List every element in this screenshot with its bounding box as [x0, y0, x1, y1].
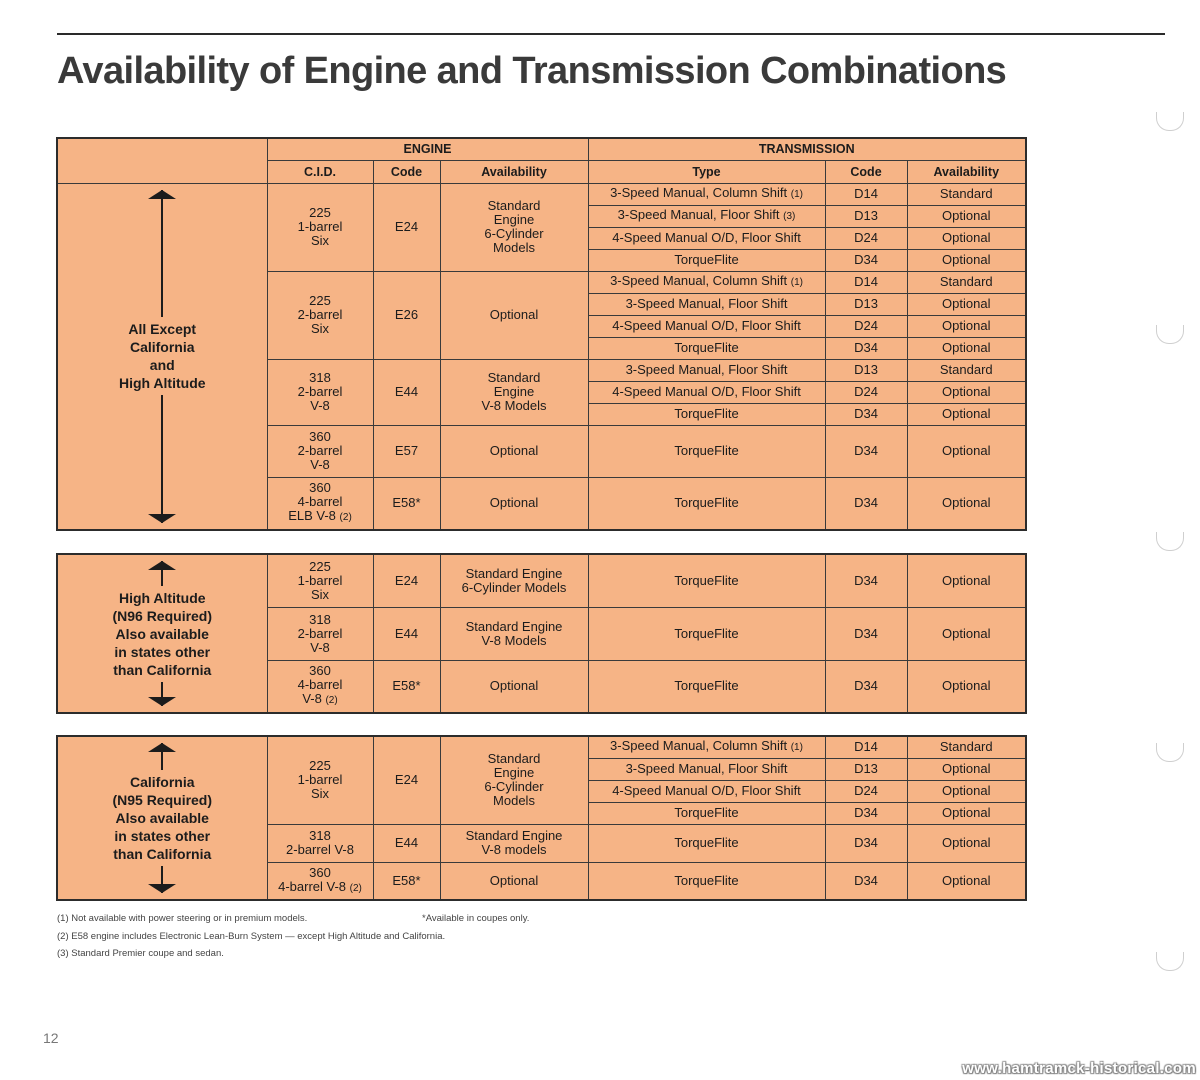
- transmission-availability: Optional: [907, 477, 1026, 530]
- transmission-code: D34: [825, 607, 907, 660]
- engine-code: E26: [373, 271, 440, 359]
- top-rule: [57, 33, 1165, 35]
- transmission-type-text: TorqueFlite: [674, 625, 739, 641]
- trans-code-header: Code: [825, 160, 907, 183]
- engine-cid: [267, 271, 373, 359]
- transmission-type-text: 3-Speed Manual, Column Shift: [610, 273, 788, 288]
- transmission-type: [588, 607, 825, 660]
- footnote-3: (3) Standard Premier coupe and sedan.: [57, 948, 224, 959]
- transmission-type-text: TorqueFlite: [674, 495, 739, 511]
- transmission-type: [588, 381, 825, 403]
- transmission-type-text: TorqueFlite: [674, 443, 739, 458]
- transmission-code: D34: [825, 554, 907, 607]
- transmission-type-text: 3-Speed Manual, Column Shift: [610, 738, 788, 754]
- transmission-type: [588, 337, 825, 359]
- transmission-availability: Standard: [907, 271, 1026, 293]
- binder-hole-icon: [1156, 952, 1184, 971]
- engine-header: ENGINE: [267, 138, 588, 160]
- transmission-type-text: TorqueFlite: [674, 872, 739, 888]
- engine-cid-text: 360 4-barrel ELB V-8: [288, 480, 343, 524]
- transmission-availability: Optional: [907, 607, 1026, 660]
- transmission-type: [588, 403, 825, 425]
- engine-cid: [267, 359, 373, 425]
- transmission-header: TRANSMISSION: [588, 138, 1026, 160]
- footnotes: [57, 910, 445, 963]
- transmission-code: D24: [825, 381, 907, 403]
- transmission-code: D13: [825, 205, 907, 227]
- engine-cid: [267, 554, 373, 607]
- availability-header: Availability: [440, 160, 588, 183]
- transmission-code: D13: [825, 758, 907, 780]
- transmission-availability: Optional: [907, 802, 1026, 824]
- transmission-code: D24: [825, 780, 907, 802]
- engine-availability: Optional: [440, 425, 588, 477]
- transmission-code: D14: [825, 183, 907, 205]
- transmission-type-text: 3-Speed Manual, Floor Shift: [625, 761, 788, 776]
- engine-cid: [267, 862, 373, 900]
- transmission-code: D34: [825, 862, 907, 900]
- binder-hole-icon: [1156, 112, 1184, 131]
- group-label-cell: [57, 183, 267, 530]
- table-row: [57, 554, 1026, 607]
- engine-cid: [267, 425, 373, 477]
- transmission-type: [588, 359, 825, 381]
- transmission-type: [588, 205, 825, 227]
- transmission-type: [588, 758, 825, 780]
- footnote-marker: (1): [790, 277, 803, 288]
- transmission-type: [588, 824, 825, 862]
- transmission-availability: Optional: [907, 862, 1026, 900]
- footnote-marker: (2): [349, 882, 362, 894]
- transmission-availability: Optional: [907, 337, 1026, 359]
- transmission-code: D34: [825, 403, 907, 425]
- engine-code: E58*: [373, 660, 440, 713]
- engine-cid: [267, 607, 373, 660]
- engine-cid: [267, 660, 373, 713]
- engine-code: E44: [373, 824, 440, 862]
- transmission-type: [588, 249, 825, 271]
- transmission-availability: Optional: [907, 293, 1026, 315]
- engine-availability: Standard Engine 6-Cylinder Models: [440, 183, 588, 271]
- transmission-type: [588, 425, 825, 477]
- transmission-availability: Optional: [907, 403, 1026, 425]
- transmission-type: [588, 780, 825, 802]
- transmission-type-text: TorqueFlite: [674, 406, 739, 421]
- transmission-type-text: TorqueFlite: [674, 572, 739, 588]
- engine-code: E58*: [373, 477, 440, 530]
- binder-hole-icon: [1156, 743, 1184, 762]
- engine-cid: [267, 183, 373, 271]
- transmission-type: [588, 660, 825, 713]
- transmission-code: D34: [825, 477, 907, 530]
- engine-cid-text: 360 4-barrel V-8: [297, 663, 343, 707]
- transmission-code: D34: [825, 249, 907, 271]
- page-title: Availability of Engine and Transmission Combinations: [57, 50, 1007, 92]
- binder-hole-icon: [1156, 325, 1184, 344]
- transmission-availability: Optional: [907, 824, 1026, 862]
- table-row: [57, 183, 1026, 205]
- transmission-availability: Optional: [907, 381, 1026, 403]
- transmission-availability: Optional: [907, 315, 1026, 337]
- transmission-type-text: TorqueFlite: [674, 678, 739, 694]
- engine-cid-text: 225 1-barrel Six: [297, 205, 343, 248]
- page-number: 12: [43, 1030, 59, 1046]
- engine-code: E24: [373, 183, 440, 271]
- footnote-marker: (3): [783, 211, 796, 222]
- transmission-type: [588, 227, 825, 249]
- engine-cid-text: 225 1-barrel Six: [297, 558, 343, 602]
- trans-availability-header: Availability: [907, 160, 1026, 183]
- engine-cid-text: 318 2-barrel V-8: [286, 828, 354, 857]
- engine-cid: [267, 477, 373, 530]
- engine-cid: [267, 824, 373, 862]
- transmission-type-text: 4-Speed Manual O/D, Floor Shift: [612, 318, 801, 333]
- transmission-type-text: 3-Speed Manual, Floor Shift: [625, 296, 788, 311]
- transmission-type-text: 4-Speed Manual O/D, Floor Shift: [612, 230, 801, 245]
- engine-cid-text: 318 2-barrel V-8: [297, 611, 343, 655]
- group-label: All Except California and High Altitude: [113, 317, 212, 395]
- transmission-type: [588, 736, 825, 758]
- group-label: California (N95 Required) Also available in states other than California: [106, 770, 218, 866]
- transmission-code: D24: [825, 227, 907, 249]
- engine-cid-text: 225 1-barrel Six: [297, 758, 343, 802]
- transmission-type-text: TorqueFlite: [674, 252, 739, 267]
- transmission-type-text: TorqueFlite: [674, 340, 739, 355]
- watermark: www.hamtramck-historical.com: [962, 1060, 1196, 1077]
- footnote-marker: (2): [325, 695, 338, 707]
- transmission-code: D34: [825, 425, 907, 477]
- transmission-code: D13: [825, 359, 907, 381]
- transmission-type-text: TorqueFlite: [674, 835, 739, 850]
- transmission-availability: Optional: [907, 660, 1026, 713]
- engine-cid-text: 360 2-barrel V-8: [297, 429, 343, 472]
- combinations-table-all-except: [56, 137, 1027, 531]
- engine-availability: Standard Engine V-8 Models: [440, 359, 588, 425]
- group-label: High Altitude (N96 Required) Also available in states other than California: [106, 586, 218, 682]
- transmission-type-text: 3-Speed Manual, Floor Shift: [625, 362, 788, 377]
- transmission-type: [588, 862, 825, 900]
- footnote-1: (1) Not available with power steering or in premium models.: [57, 913, 308, 924]
- group-label-cell: [57, 554, 267, 713]
- engine-code: E24: [373, 736, 440, 824]
- transmission-code: D34: [825, 337, 907, 359]
- transmission-availability: Optional: [907, 780, 1026, 802]
- transmission-type: [588, 183, 825, 205]
- engine-availability: Optional: [440, 271, 588, 359]
- transmission-availability: Optional: [907, 758, 1026, 780]
- transmission-type: [588, 293, 825, 315]
- combinations-table-high-altitude: [56, 553, 1027, 714]
- transmission-type: [588, 477, 825, 530]
- footnote-2: (2) E58 engine includes Electronic Lean-Burn System — except High Altitude and California.: [57, 930, 446, 942]
- star-footnote: *Available in coupes only.: [422, 913, 530, 924]
- transmission-availability: Standard: [907, 736, 1026, 758]
- transmission-code: D34: [825, 802, 907, 824]
- transmission-type: [588, 315, 825, 337]
- transmission-code: D13: [825, 293, 907, 315]
- footnote-marker: (2): [339, 512, 352, 524]
- transmission-type-text: 4-Speed Manual O/D, Floor Shift: [612, 384, 801, 399]
- transmission-availability: Optional: [907, 205, 1026, 227]
- group-label-cell: [57, 736, 267, 900]
- transmission-availability: Optional: [907, 249, 1026, 271]
- type-header: Type: [588, 160, 825, 183]
- engine-availability: Standard Engine 6-Cylinder Models: [440, 736, 588, 824]
- engine-code: E58*: [373, 862, 440, 900]
- transmission-type: [588, 802, 825, 824]
- engine-cid: [267, 736, 373, 824]
- engine-availability: Optional: [440, 477, 588, 530]
- engine-code: E57: [373, 425, 440, 477]
- transmission-type: [588, 554, 825, 607]
- table-row: [57, 736, 1026, 758]
- engine-code: E44: [373, 359, 440, 425]
- engine-code: E44: [373, 607, 440, 660]
- engine-availability: Standard Engine 6-Cylinder Models: [440, 554, 588, 607]
- transmission-availability: Standard: [907, 183, 1026, 205]
- engine-cid-text: 225 2-barrel Six: [297, 293, 343, 336]
- engine-availability: Optional: [440, 660, 588, 713]
- binder-hole-icon: [1156, 532, 1184, 551]
- engine-code: E24: [373, 554, 440, 607]
- transmission-type-text: 3-Speed Manual, Floor Shift: [617, 207, 780, 222]
- transmission-type-text: 3-Speed Manual, Column Shift: [610, 185, 788, 200]
- combinations-table-california: [56, 735, 1027, 901]
- footnote-marker: (1): [790, 189, 803, 200]
- engine-cid-text: 360 4-barrel V-8: [278, 864, 347, 894]
- transmission-availability: Optional: [907, 425, 1026, 477]
- transmission-type-text: 4-Speed Manual O/D, Floor Shift: [612, 783, 801, 798]
- transmission-code: D14: [825, 736, 907, 758]
- transmission-availability: Standard: [907, 359, 1026, 381]
- engine-availability: Standard Engine V-8 models: [440, 824, 588, 862]
- transmission-availability: Optional: [907, 554, 1026, 607]
- transmission-type: [588, 271, 825, 293]
- engine-availability: Optional: [440, 862, 588, 900]
- header-blank: [57, 138, 267, 183]
- cid-header: C.I.D.: [267, 160, 373, 183]
- transmission-type-text: TorqueFlite: [674, 805, 739, 820]
- footnote-marker: (1): [790, 742, 803, 754]
- engine-cid-text: 318 2-barrel V-8: [297, 370, 343, 413]
- transmission-availability: Optional: [907, 227, 1026, 249]
- transmission-code: D24: [825, 315, 907, 337]
- transmission-code: D14: [825, 271, 907, 293]
- code-header: Code: [373, 160, 440, 183]
- engine-availability: Standard Engine V-8 Models: [440, 607, 588, 660]
- transmission-code: D34: [825, 660, 907, 713]
- transmission-code: D34: [825, 824, 907, 862]
